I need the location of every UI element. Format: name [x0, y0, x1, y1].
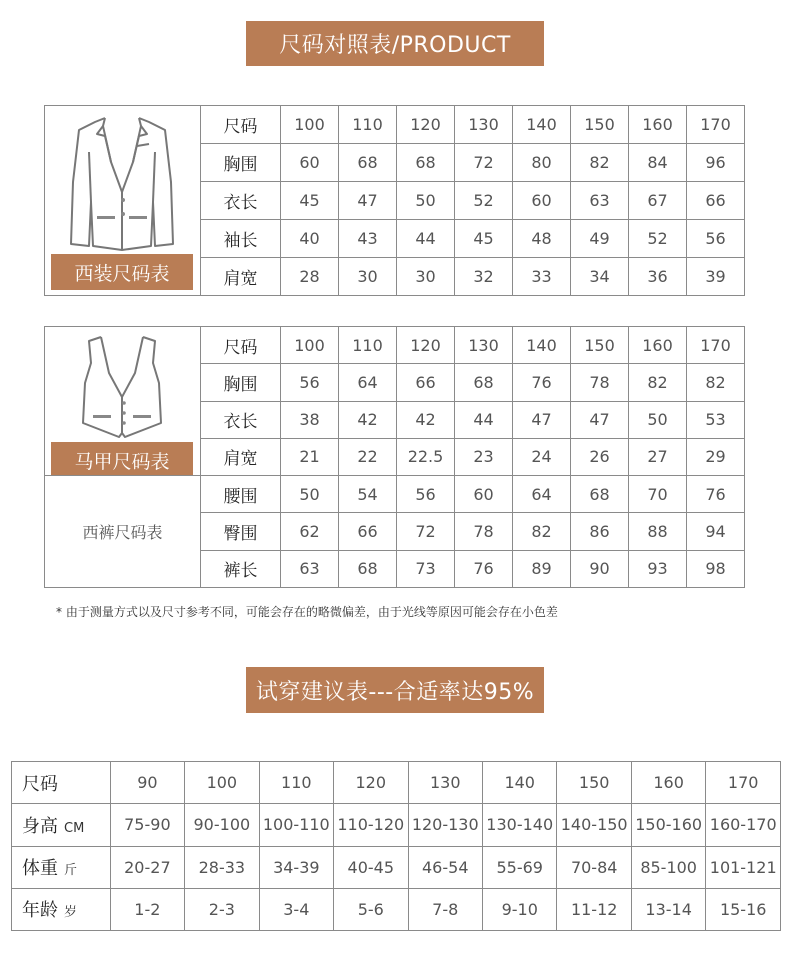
table-cell: 66 — [397, 364, 455, 401]
row-label: 尺码 — [201, 106, 281, 144]
table-cell: 120 — [397, 106, 455, 144]
table-cell: 150 — [571, 327, 629, 364]
table-cell: 110 — [339, 327, 397, 364]
table-cell: 63 — [571, 182, 629, 220]
table-cell: 89 — [513, 550, 571, 587]
table-cell: 27 — [629, 438, 687, 475]
table-cell: 43 — [339, 220, 397, 258]
table-cell: 90-100 — [185, 804, 259, 846]
table-cell: 100 — [185, 762, 259, 804]
table-cell: 110 — [259, 762, 333, 804]
table-cell: 21 — [281, 438, 339, 475]
table-cell: 39 — [687, 258, 745, 296]
table-cell: 47 — [513, 401, 571, 438]
table-cell: 70-84 — [557, 846, 631, 888]
row-label-text: 年龄 — [22, 900, 58, 922]
table-cell: 44 — [397, 220, 455, 258]
table-cell: 68 — [339, 550, 397, 587]
table-cell: 45 — [281, 182, 339, 220]
table-cell: 44 — [455, 401, 513, 438]
table-cell: 72 — [455, 144, 513, 182]
row-label-text: 体重 — [22, 858, 58, 880]
table-cell: 86 — [571, 513, 629, 550]
table-cell: 45 — [455, 220, 513, 258]
table-cell: 13-14 — [631, 888, 705, 930]
row-label: 肩宽 — [201, 438, 281, 475]
table-cell: 160 — [629, 327, 687, 364]
vest-size-tag-text: 马甲尺码表 — [74, 450, 170, 473]
table-cell: 66 — [339, 513, 397, 550]
table-cell: 72 — [397, 513, 455, 550]
table-cell: 80 — [513, 144, 571, 182]
table-cell: 56 — [397, 476, 455, 513]
row-label: 衣长 — [201, 182, 281, 220]
row-unit: CM — [64, 820, 85, 836]
table-cell: 90 — [110, 762, 184, 804]
table-cell: 38 — [281, 401, 339, 438]
table-cell: 32 — [455, 258, 513, 296]
table-cell: 53 — [687, 401, 745, 438]
table-row — [12, 846, 781, 888]
table-row — [45, 476, 745, 513]
table-cell: 40-45 — [334, 846, 408, 888]
table-cell: 49 — [571, 220, 629, 258]
row-label — [12, 804, 111, 846]
table-cell: 54 — [339, 476, 397, 513]
row-label: 尺码 — [201, 327, 281, 364]
table-cell: 60 — [455, 476, 513, 513]
table-cell: 94 — [687, 513, 745, 550]
table-cell: 93 — [629, 550, 687, 587]
table-cell: 82 — [571, 144, 629, 182]
table-cell: 150-160 — [631, 804, 705, 846]
table-row — [12, 762, 781, 804]
table-cell: 76 — [687, 476, 745, 513]
table-cell: 60 — [281, 144, 339, 182]
table-cell: 20-27 — [110, 846, 184, 888]
row-label: 袖长 — [201, 220, 281, 258]
table-cell: 160 — [629, 106, 687, 144]
table-cell: 56 — [281, 364, 339, 401]
table-cell: 88 — [629, 513, 687, 550]
table-cell: 160 — [631, 762, 705, 804]
table-cell: 82 — [513, 513, 571, 550]
table-cell: 130 — [408, 762, 482, 804]
fit-suggestion-table — [11, 761, 781, 931]
table-row — [45, 106, 745, 144]
fit-banner-text: 试穿建议表---合适率达95% — [255, 679, 535, 705]
table-row — [12, 888, 781, 930]
row-label: 胸围 — [201, 364, 281, 401]
table-cell: 34 — [571, 258, 629, 296]
table-cell: 70 — [629, 476, 687, 513]
row-unit: 岁 — [64, 905, 78, 921]
table-cell: 170 — [687, 106, 745, 144]
table-cell: 170 — [706, 762, 781, 804]
table-cell: 120-130 — [408, 804, 482, 846]
table-cell: 48 — [513, 220, 571, 258]
suit-size-table — [44, 105, 745, 296]
table-cell: 1-2 — [110, 888, 184, 930]
row-label: 衣长 — [201, 401, 281, 438]
table-cell: 34-39 — [259, 846, 333, 888]
table-cell: 90 — [571, 550, 629, 587]
table-cell: 110 — [339, 106, 397, 144]
row-label — [12, 762, 111, 804]
table-cell: 100 — [281, 327, 339, 364]
table-cell: 100 — [281, 106, 339, 144]
table-cell: 160-170 — [706, 804, 781, 846]
table-cell: 47 — [571, 401, 629, 438]
row-label — [12, 888, 111, 930]
row-label: 臀围 — [201, 513, 281, 550]
row-label — [12, 846, 111, 888]
measurement-note: * 由于测量方式以及尺寸参考不同，可能会存在的略微偏差，由于光线等原因可能会存在小色差 — [56, 605, 558, 619]
table-cell: 67 — [629, 182, 687, 220]
table-cell: 2-3 — [185, 888, 259, 930]
table-cell: 68 — [455, 364, 513, 401]
table-cell: 50 — [397, 182, 455, 220]
table-cell: 84 — [629, 144, 687, 182]
table-cell: 140 — [513, 106, 571, 144]
table-cell: 5-6 — [334, 888, 408, 930]
table-cell: 130 — [455, 106, 513, 144]
table-cell: 76 — [455, 550, 513, 587]
table-cell: 52 — [629, 220, 687, 258]
title-banner — [246, 21, 544, 66]
table-cell: 36 — [629, 258, 687, 296]
table-cell: 140-150 — [557, 804, 631, 846]
table-cell: 47 — [339, 182, 397, 220]
suit-image-cell — [45, 106, 201, 296]
suit-jacket-illustration — [67, 112, 177, 254]
vest-size-tag — [51, 442, 193, 476]
table-cell: 28 — [281, 258, 339, 296]
table-cell: 96 — [687, 144, 745, 182]
row-unit: 斤 — [64, 863, 78, 879]
table-cell: 100-110 — [259, 804, 333, 846]
table-cell: 50 — [629, 401, 687, 438]
table-cell: 63 — [281, 550, 339, 587]
table-cell: 66 — [687, 182, 745, 220]
row-label: 裤长 — [201, 550, 281, 587]
table-cell: 140 — [482, 762, 556, 804]
table-cell: 42 — [339, 401, 397, 438]
table-row — [45, 327, 745, 364]
table-cell: 150 — [557, 762, 631, 804]
vest-image-cell — [45, 327, 201, 476]
table-cell: 30 — [339, 258, 397, 296]
row-label: 胸围 — [201, 144, 281, 182]
pants-size-tag: 西裤尺码表 — [45, 476, 201, 588]
title-banner-text: 尺码对照表/PRODUCT — [279, 33, 511, 58]
table-cell: 29 — [687, 438, 745, 475]
table-cell: 52 — [455, 182, 513, 220]
table-cell: 110-120 — [334, 804, 408, 846]
table-cell: 75-90 — [110, 804, 184, 846]
table-row — [12, 804, 781, 846]
suit-size-tag-text: 西装尺码表 — [74, 262, 170, 285]
row-label: 腰围 — [201, 476, 281, 513]
table-cell: 68 — [571, 476, 629, 513]
table-cell: 26 — [571, 438, 629, 475]
table-cell: 40 — [281, 220, 339, 258]
table-cell: 24 — [513, 438, 571, 475]
vest-illustration — [79, 333, 165, 441]
table-cell: 82 — [687, 364, 745, 401]
table-cell: 9-10 — [482, 888, 556, 930]
row-label-text: 身高 — [22, 815, 58, 837]
table-cell: 73 — [397, 550, 455, 587]
table-cell: 68 — [397, 144, 455, 182]
table-cell: 78 — [571, 364, 629, 401]
table-cell: 28-33 — [185, 846, 259, 888]
table-cell: 22 — [339, 438, 397, 475]
table-cell: 11-12 — [557, 888, 631, 930]
table-cell: 98 — [687, 550, 745, 587]
vest-pants-size-table — [44, 326, 745, 588]
table-cell: 140 — [513, 327, 571, 364]
table-cell: 120 — [334, 762, 408, 804]
table-cell: 33 — [513, 258, 571, 296]
table-cell: 78 — [455, 513, 513, 550]
table-cell: 3-4 — [259, 888, 333, 930]
table-cell: 150 — [571, 106, 629, 144]
table-cell: 42 — [397, 401, 455, 438]
fit-banner — [246, 667, 544, 713]
table-cell: 120 — [397, 327, 455, 364]
table-cell: 30 — [397, 258, 455, 296]
table-cell: 130-140 — [482, 804, 556, 846]
table-cell: 60 — [513, 182, 571, 220]
table-cell: 50 — [281, 476, 339, 513]
suit-size-tag — [51, 254, 193, 290]
table-cell: 64 — [513, 476, 571, 513]
table-cell: 85-100 — [631, 846, 705, 888]
table-cell: 130 — [455, 327, 513, 364]
table-cell: 68 — [339, 144, 397, 182]
table-cell: 23 — [455, 438, 513, 475]
table-cell: 46-54 — [408, 846, 482, 888]
table-cell: 76 — [513, 364, 571, 401]
table-cell: 56 — [687, 220, 745, 258]
table-cell: 7-8 — [408, 888, 482, 930]
table-cell: 82 — [629, 364, 687, 401]
table-cell: 170 — [687, 327, 745, 364]
table-cell: 101-121 — [706, 846, 781, 888]
table-cell: 22.5 — [397, 438, 455, 475]
row-label-text: 尺码 — [22, 773, 58, 795]
table-cell: 55-69 — [482, 846, 556, 888]
table-cell: 15-16 — [706, 888, 781, 930]
table-cell: 64 — [339, 364, 397, 401]
table-cell: 62 — [281, 513, 339, 550]
row-label: 肩宽 — [201, 258, 281, 296]
